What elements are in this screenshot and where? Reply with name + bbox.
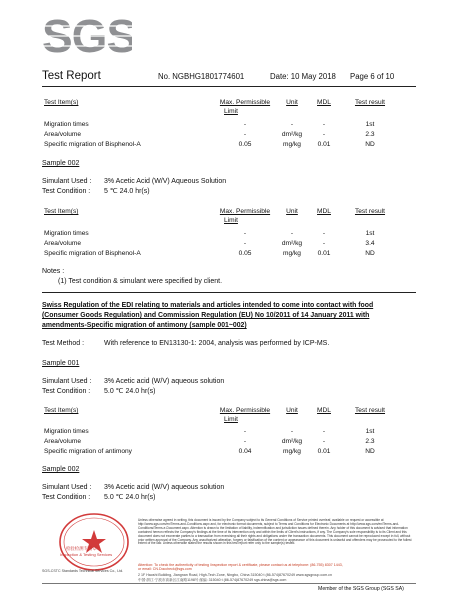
col-unit: Unit <box>286 208 298 215</box>
test-condition-label: Test Condition : <box>42 188 91 195</box>
sgs-logo <box>42 14 132 66</box>
address-line-en: 2 1F Haoshi Building, Jiangnan Road, High-Tech Zone, Ningbo, China 315040 t (86-574)87670249 www.sgsgroup.com.cn <box>138 573 332 577</box>
row-mpl: 0.05 <box>238 250 252 257</box>
seal-english-text: Inspection & Testing Services <box>60 552 113 557</box>
test-condition-value: 5 ℃ 24.0 hr(s) <box>104 188 150 195</box>
row-item: Specific migration of Bisphenol-A <box>44 141 141 148</box>
col-test-item: Test Item(s) <box>44 208 79 215</box>
col-mdl: MDL <box>317 208 331 215</box>
row-mpl: 0.04 <box>238 448 252 455</box>
row-result: 3.4 <box>365 240 375 247</box>
authenticity-notice: Attention: To check the authenticity of testing /inspection report & certificate, please contact us at telephone: (86-755) 8307 1443, <box>138 563 343 567</box>
row-item: Area/volume <box>44 131 82 138</box>
test-method-label: Test Method : <box>42 340 85 347</box>
row-mdl: - <box>322 230 326 237</box>
seal-chinese-text: 检验检测专用章 <box>66 546 97 551</box>
row-mpl: - <box>243 131 247 138</box>
row-unit: - <box>290 428 294 435</box>
report-date: Date: 10 May 2018 <box>270 72 336 81</box>
row-item: Specific migration of Bisphenol-A <box>44 250 141 257</box>
row-unit: - <box>290 121 294 128</box>
row-unit: mg/kg <box>283 250 301 257</box>
row-unit: dm²/kg <box>281 438 303 445</box>
row-item: Area/volume <box>44 438 82 445</box>
sgs-member-note: Member of the SGS Group (SGS SA) <box>318 586 404 592</box>
row-mpl: - <box>243 428 247 435</box>
test-condition-label: Test Condition : <box>42 388 91 395</box>
regulation-line-3: amendments-Specific migration of antimony (sample 001~002) <box>42 322 247 329</box>
row-unit: mg/kg <box>283 141 301 148</box>
company-name: SGS-CSTC Standards Technical Services Co., Ltd. <box>42 569 124 573</box>
address-line-cn: 中国·浙江·宁波市高新区江南路1198号 邮编: 315040 t (86-574)87670249 sgs.china@sgs.com <box>138 578 287 582</box>
row-item: Migration times <box>44 428 89 435</box>
row-item: Area/volume <box>44 240 82 247</box>
col-limit: Limit <box>224 416 238 423</box>
test-condition-value: 5.0 ℃ 24.0 hr(s) <box>104 388 156 395</box>
row-mpl: - <box>243 121 247 128</box>
row-result: ND <box>365 141 375 148</box>
col-test-item: Test Item(s) <box>44 407 79 414</box>
simulant-label: Simulant Used : <box>42 378 92 385</box>
col-test-result: Test result <box>354 208 386 215</box>
col-max-permissible: Max. Permissible <box>219 208 271 215</box>
legal-disclaimer: Unless otherwise agreed in writing, this document is issued by the Company subject to its General Conditions of Service printed overleaf, available on request or accessible at http://www.sgs.com/en/Terms-and-Conditions.aspx and, for electronic format documents, subject to Terms and Conditions for Electronic Documents at http://www.sgs.com/en/Terms-and-Conditions/Terms-e-Document.aspx. Attention is drawn to the limitation of liability, indemnification and jurisdiction issues defined therein. Any holder of this document is advised that information contained hereon reflects the Company's findings at the time of its intervention only and within the limits of Client's instructions, if any. The Company's sole responsibility is to its Client and this document does not exonerate parties to a transaction from exercising all their rights and obligations under the transaction documents. This document cannot be reproduced except in full, without prior written approval of the Company. Any unauthorized alteration, forgery or falsification of the content or appearance of this document is unlawful and offenders may be prosecuted to the fullest extent of the law. Unless otherwise stated the results shown in this test report refer only to the sample(s) tested. <box>138 518 412 546</box>
svg-text:SGS: SGS <box>42 14 132 58</box>
row-result: 1st <box>365 428 375 435</box>
row-mdl: - <box>322 428 326 435</box>
row-result: 1st <box>365 121 375 128</box>
sample-heading: Sample 002 <box>42 160 80 167</box>
test-condition-value: 5.0 ℃ 24.0 hr(s) <box>104 494 156 501</box>
test-method-value: With reference to EN13130-1: 2004, analysis was performed by ICP-MS. <box>104 340 330 347</box>
row-mdl: 0.01 <box>317 250 331 257</box>
row-result: 1st <box>365 230 375 237</box>
simulant-label: Simulant Used : <box>42 178 92 185</box>
col-max-permissible: Max. Permissible <box>219 99 271 106</box>
row-mpl: - <box>243 438 247 445</box>
row-mdl: - <box>322 240 326 247</box>
row-mpl: - <box>243 230 247 237</box>
row-result: 2.3 <box>365 438 375 445</box>
row-item: Migration times <box>44 121 89 128</box>
sgs-logo-icon <box>42 14 132 58</box>
row-mdl: - <box>322 438 326 445</box>
report-title: Test Report <box>42 70 101 82</box>
col-limit: Limit <box>224 108 238 115</box>
row-item: Migration times <box>44 230 89 237</box>
col-mdl: MDL <box>317 99 331 106</box>
test-condition-label: Test Condition : <box>42 494 91 501</box>
col-max-permissible: Max. Permissible <box>219 407 271 414</box>
row-mdl: 0.01 <box>317 141 331 148</box>
col-mdl: MDL <box>317 407 331 414</box>
note-1: (1) Test condition & simulant were specified by client. <box>58 278 223 285</box>
row-item: Specific migration of antimony <box>44 448 132 455</box>
footer-divider <box>42 583 416 584</box>
sample-heading: Sample 002 <box>42 466 80 473</box>
section-divider <box>42 292 416 293</box>
col-test-result: Test result <box>354 407 386 414</box>
simulant-value: 3% Acetic acid (W/V) aqueous solution <box>104 378 225 385</box>
row-result: ND <box>365 250 375 257</box>
simulant-value: 3% Acetic Acid (W/V) Aqueous Solution <box>104 178 227 185</box>
col-test-item: Test Item(s) <box>44 99 79 106</box>
regulation-line-2: (Consumer Goods Regulation) and Commission Regulation (EU) No 10/2011 of 14 January 2011 with <box>42 312 370 319</box>
col-unit: Unit <box>286 99 298 106</box>
report-number: No. NGBHG1801774601 <box>158 72 245 81</box>
row-mpl: 0.05 <box>238 141 252 148</box>
row-unit: dm²/kg <box>281 131 303 138</box>
row-result: ND <box>365 448 375 455</box>
row-unit: mg/kg <box>283 448 301 455</box>
col-unit: Unit <box>286 407 298 414</box>
regulation-line-1: Swiss Regulation of the EDI relating to materials and articles intended to come into contact with food <box>42 302 374 309</box>
authenticity-email: or email: CN.Doccheck@sgs.com <box>138 567 192 571</box>
header-divider <box>42 86 416 87</box>
row-unit: dm²/kg <box>281 240 303 247</box>
col-limit: Limit <box>224 217 238 224</box>
row-mdl: - <box>322 131 326 138</box>
col-test-result: Test result <box>354 99 386 106</box>
row-mdl: 0.01 <box>317 448 331 455</box>
simulant-value: 3% Acetic acid (W/V) aqueous solution <box>104 484 225 491</box>
page-number: Page 6 of 10 <box>350 72 395 81</box>
row-mdl: - <box>322 121 326 128</box>
simulant-label: Simulant Used : <box>42 484 92 491</box>
row-mpl: - <box>243 240 247 247</box>
red-seal-stamp-icon <box>54 512 134 574</box>
row-unit: - <box>290 230 294 237</box>
sample-heading: Sample 001 <box>42 360 80 367</box>
notes-label: Notes : <box>42 268 65 275</box>
row-result: 2.3 <box>365 131 375 138</box>
